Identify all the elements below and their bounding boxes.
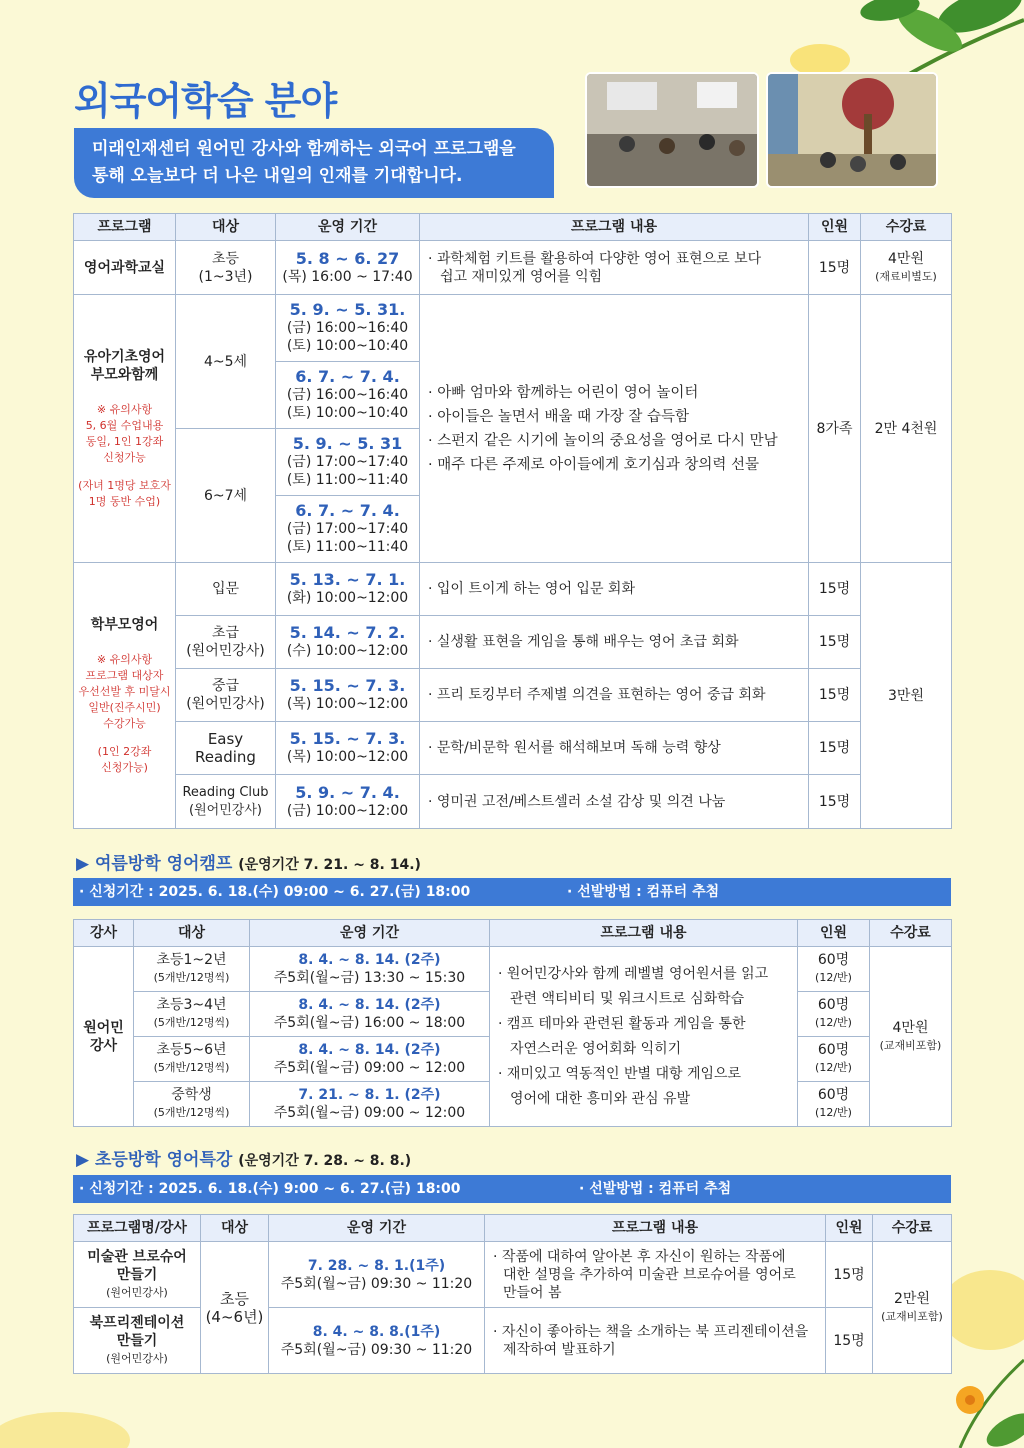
header-target: 대상 [134,920,250,947]
content-cell: · 원어민강사와 함께 레벨별 영어원서를 읽고 관련 액티비티 및 워크시트로 심화학습 · 캠프 테마와 관련된 활동과 게임을 통한 자연스러운 영어회화 익히기 · 재미있고 역동적인 반별 대항 게임으로 영어에 대한 흥미와 관심 유발 [490,947,798,1127]
content-cell: · 실생활 표현을 게임을 통해 배우는 영어 초급 회화 [420,616,809,669]
header-program: 프로그램 [74,214,176,241]
program-name-cell: 미술관 브로슈어 만들기 (원어민강사) [74,1242,201,1308]
header-fee: 수강료 [861,214,952,241]
intro-line-1: 미래인재센터 원어민 강사와 함께하는 외국어 프로그램을 [92,139,516,159]
count-cell: 15명 [809,241,861,295]
summer-section-title: ▶ 여름방학 영어캠프 (운영기간 7. 21. ~ 8. 14.) [76,854,421,874]
target-cell: 초등3~4년 (5개반/12명씩) [134,992,250,1037]
count-cell: 60명 (12/반) [798,1082,870,1127]
period-cell: 5. 15. ~ 7. 3. (목) 10:00~12:00 [276,669,420,722]
elementary-apply-period: · 신청기간 : 2025. 6. 18.(수) 9:00 ~ 6. 27.(금) 18:00 [79,1181,461,1197]
leaf-decoration-bottom-left [0,1370,160,1448]
table-row [74,563,952,616]
summer-info-bar [73,878,951,906]
period-cell: 6. 7. ~ 7. 4. (금) 17:00~17:40 (토) 11:00~11:40 [276,496,420,563]
header-content: 프로그램 내용 [490,920,798,947]
fee-cell: 2만원 (교재비포함) [873,1242,952,1374]
reading-room-photo [766,72,938,188]
count-cell: 15명 [809,563,861,616]
header-count: 인원 [826,1215,873,1242]
target-cell: 중급 (원어민강사) [176,669,276,722]
target-cell: 중학생 (5개반/12명씩) [134,1082,250,1127]
period-cell: 8. 4. ~ 8. 14. (2주) 주5회(월~금) 16:00 ~ 18:00 [250,992,490,1037]
table-row [74,1242,952,1308]
elementary-info-bar [73,1175,951,1203]
main-program-table [73,213,952,829]
fee-cell: 2만 4천원 [861,295,952,563]
header-content: 프로그램 내용 [420,214,809,241]
teacher-cell: 원어민 강사 [74,947,134,1127]
target-cell: 초등 (1~3년) [176,241,276,295]
count-cell: 60명 (12/반) [798,992,870,1037]
target-cell: 초등5~6년 (5개반/12명씩) [134,1037,250,1082]
period-cell: 7. 21. ~ 8. 1. (2주) 주5회(월~금) 09:00 ~ 12:00 [250,1082,490,1127]
period-cell: 8. 4. ~ 8. 8.(1주) 주5회(월~금) 09:30 ~ 11:20 [269,1308,485,1374]
table-row [74,722,952,775]
count-cell: 15명 [809,775,861,829]
target-cell: Reading Club (원어민강사) [176,775,276,829]
header-count: 인원 [798,920,870,947]
period-cell: 8. 4. ~ 8. 14. (2주) 주5회(월~금) 13:30 ~ 15:30 [250,947,490,992]
header-program: 프로그램명/강사 [74,1215,201,1242]
elementary-special-table [73,1214,952,1374]
period-cell: 5. 9. ~ 5. 31 (금) 17:00~17:40 (토) 11:00~11:40 [276,429,420,496]
count-cell: 15명 [809,722,861,775]
header-fee: 수강료 [870,920,952,947]
content-cell: · 작품에 대하여 알아본 후 자신이 원하는 작품에 대한 설명을 추가하여 미술관 브로슈어를 영어로 만들어 봄 [485,1242,826,1308]
table-row [74,947,952,992]
header-count: 인원 [809,214,861,241]
program-name-cell: 유아기초영어 부모와함께 ※ 유의사항 5, 6월 수업내용 동일, 1인 1강좌 신청가능 (자녀 1명당 보호자 1명 동반 수업) [74,295,176,563]
target-cell: 6~7세 [176,429,276,563]
classroom-photo [585,72,759,188]
header-period: 운영 기간 [269,1215,485,1242]
summer-camp-table [73,919,952,1127]
content-cell: · 프리 토킹부터 주제별 의견을 표현하는 영어 중급 회화 [420,669,809,722]
program-name: 영어과학교실 [74,241,176,295]
table-row [74,241,952,295]
period-cell: 5. 9. ~ 5. 31. (금) 16:00~16:40 (토) 10:00~10:40 [276,295,420,362]
elementary-selection: · 선발방법 : 컴퓨터 추첨 [579,1181,732,1197]
elementary-section-title: ▶ 초등방학 영어특강 (운영기간 7. 28. ~ 8. 8.) [76,1150,412,1170]
period-cell: 5. 15. ~ 7. 3. (목) 10:00~12:00 [276,722,420,775]
count-cell: 15명 [826,1308,873,1374]
summer-selection: · 선발방법 : 컴퓨터 추첨 [567,884,720,900]
table-row [74,295,952,362]
period-cell: 6. 7. ~ 7. 4. (금) 16:00~16:40 (토) 10:00~10:40 [276,362,420,429]
count-cell: 60명 (12/반) [798,947,870,992]
header-period: 운영 기간 [250,920,490,947]
target-cell: Easy Reading [176,722,276,775]
content-cell: · 문학/비문학 원서를 해석해보며 독해 능력 향상 [420,722,809,775]
program-name-cell: 학부모영어 ※ 유의사항 프로그램 대상자 우선선발 후 미달시 일반(진주시민) 수강가능 (1인 2강좌 신청가능) [74,563,176,829]
count-cell: 8가족 [809,295,861,563]
fee-cell: 3만원 [861,563,952,829]
summer-apply-period: · 신청기간 : 2025. 6. 18.(수) 09:00 ~ 6. 27.(금) 18:00 [79,884,471,900]
content-cell: · 자신이 좋아하는 책을 소개하는 북 프리젠테이션을 제작하여 발표하기 [485,1308,826,1374]
header-target: 대상 [176,214,276,241]
count-cell: 15명 [809,669,861,722]
period-cell: 5. 13. ~ 7. 1. (화) 10:00~12:00 [276,563,420,616]
header-target: 대상 [201,1215,269,1242]
count-cell: 15명 [826,1242,873,1308]
content-cell: · 과학체험 키트를 활용하여 다양한 영어 표현으로 보다 쉽고 재미있게 영어를 익힘 [420,241,809,295]
header-content: 프로그램 내용 [485,1215,826,1242]
header-period: 운영 기간 [276,214,420,241]
program-name-cell: 북프리젠테이션 만들기 (원어민강사) [74,1308,201,1374]
target-cell: 초등 (4~6년) [201,1242,269,1374]
table-row [74,775,952,829]
table-row [74,616,952,669]
count-cell: 60명 (12/반) [798,1037,870,1082]
header-teacher: 강사 [74,920,134,947]
period-cell: 5. 8 ~ 6. 27 (목) 16:00 ~ 17:40 [276,241,420,295]
period-cell: 7. 28. ~ 8. 1.(1주) 주5회(월~금) 09:30 ~ 11:20 [269,1242,485,1308]
content-cell: · 아빠 엄마와 함께하는 어린이 영어 놀이터 · 아이들은 놀면서 배울 때 가장 잘 습득함 · 스펀지 같은 시기에 놀이의 중요성을 영어로 다시 만남 · 매주 다른 주제로 아이들에게 호기심과 창의력 선물 [420,295,809,563]
period-cell: 5. 9. ~ 7. 4. (금) 10:00~12:00 [276,775,420,829]
period-cell: 8. 4. ~ 8. 14. (2주) 주5회(월~금) 09:00 ~ 12:00 [250,1037,490,1082]
table-row [74,669,952,722]
page-title: 외국어학습 분야 [74,79,337,123]
fee-cell: 4만원 (재료비별도) [861,241,952,295]
intro-line-2: 통해 오늘보다 더 나은 내일의 인재를 기대합니다. [92,166,463,186]
target-cell: 입문 [176,563,276,616]
target-cell: 초급 (원어민강사) [176,616,276,669]
intro-banner [74,128,554,198]
count-cell: 15명 [809,616,861,669]
target-cell: 초등1~2년 (5개반/12명씩) [134,947,250,992]
period-cell: 5. 14. ~ 7. 2. (수) 10:00~12:00 [276,616,420,669]
fee-cell: 4만원 (교재비포함) [870,947,952,1127]
content-cell: · 입이 트이게 하는 영어 입문 회화 [420,563,809,616]
header-fee: 수강료 [873,1215,952,1242]
content-cell: · 영미권 고전/베스트셀러 소설 감상 및 의견 나눔 [420,775,809,829]
target-cell: 4~5세 [176,295,276,429]
